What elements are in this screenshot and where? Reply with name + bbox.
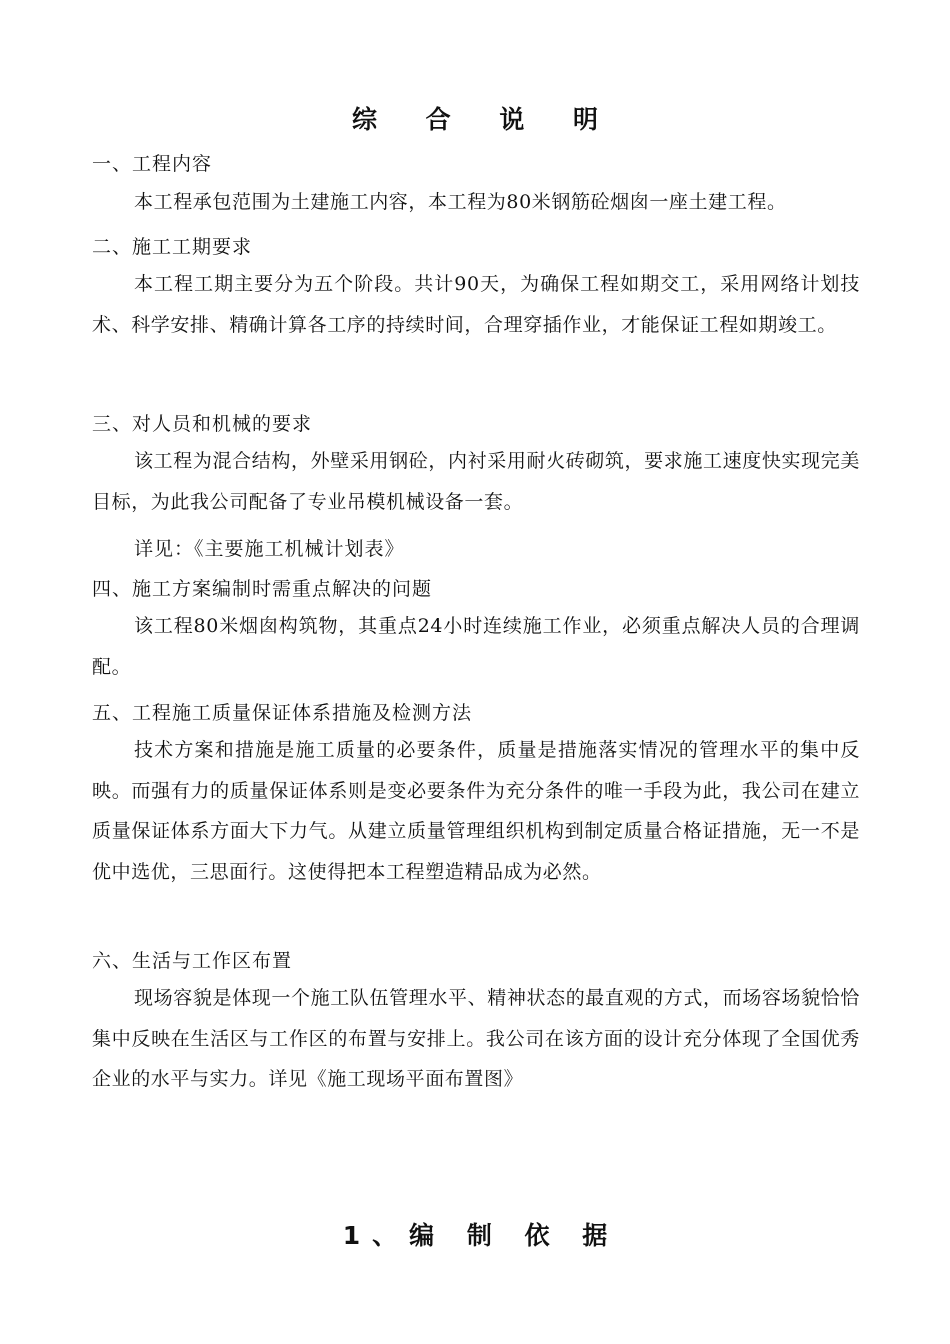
section-text-3: 该工程为混合结构，外壁采用钢砼，内衬采用耐火砖砌筑，要求施工速度快实现完美目标，为此我公司配备了专业吊模机械设备一套。 bbox=[92, 450, 860, 513]
section-heading-3: 三、对人员和机械的要求 bbox=[92, 413, 313, 435]
section-heading-6: 六、生活与工作区布置 bbox=[92, 950, 293, 972]
section-text-6: 现场容貌是体现一个施工队伍管理水平、精神状态的最直观的方式，而场容场貌恰恰集中反映在生活区与工作区的布置与安排上。我公司在该方面的设计充分体现了全国优秀企业的水平与实力。详见《施工现场平面布置图》 bbox=[92, 987, 860, 1090]
section-text-4: 该工程80米烟囱构筑物，其重点24小时连续施工作业，必须重点解决人员的合理调配。 bbox=[92, 615, 860, 678]
section-text-5: 技术方案和措施是施工质量的必要条件，质量是措施落实情况的管理水平的集中反映。而强有力的质量保证体系则是变必要条件为充分条件的唯一手段为此，我公司在建立质量保证体系方面大下力气。从建立质量管理组织机构到制定质量合格证措施，无一不是优中选优，三思面行。这使得把本工程塑造精品成为必然。 bbox=[92, 739, 860, 883]
section-heading-4: 四、施工方案编制时需重点解决的问题 bbox=[92, 578, 433, 600]
section-detail-3: 详见：《主要施工机械计划表》 bbox=[134, 538, 405, 560]
section-heading-1: 一、工程内容 bbox=[92, 153, 213, 175]
section-heading-5: 五、工程施工质量保证体系措施及检测方法 bbox=[92, 702, 473, 724]
section-text-1: 本工程承包范围为土建施工内容，本工程为80米钢筋砼烟囱一座土建工程。 bbox=[134, 191, 787, 213]
next-section-title: 1、编 制 依 据 bbox=[342, 1221, 620, 1250]
section-text-2: 本工程工期主要分为五个阶段。共计90天，为确保工程如期交工，采用网络计划技术、科学安排、精确计算各工序的持续时间，合理穿插作业，才能保证工程如期竣工。 bbox=[92, 273, 860, 336]
page-title: 综 合 说 明 bbox=[351, 105, 619, 134]
section-heading-2: 二、施工工期要求 bbox=[92, 236, 253, 258]
